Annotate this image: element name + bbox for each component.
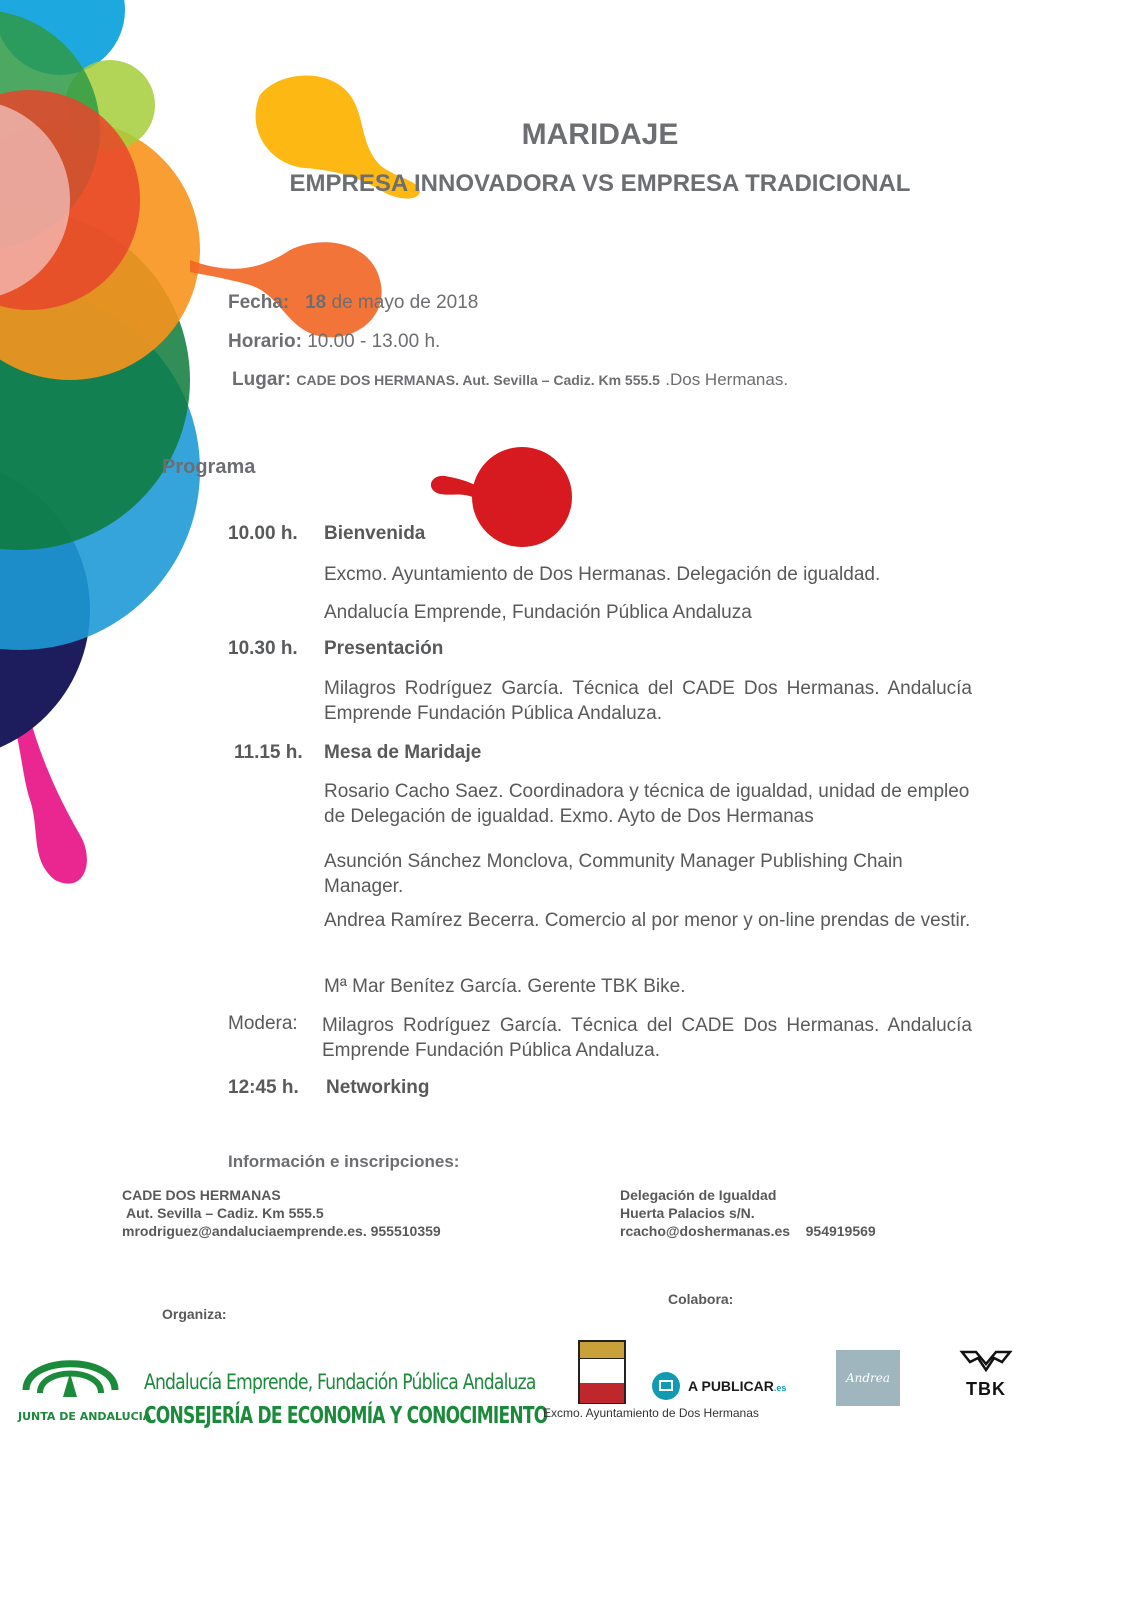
red-blob-tail	[431, 476, 475, 498]
program-item-title: Bienvenida	[324, 523, 426, 544]
place-rest: .Dos Hermanas.	[665, 370, 789, 389]
date-label: Fecha:	[228, 292, 290, 313]
event-place	[232, 369, 788, 391]
tbk-logo	[958, 1348, 1014, 1402]
program-item-line: Asunción Sánchez Monclova, Community Manager Publishing Chain Manager.	[324, 851, 903, 897]
apublicar-text: A PUBLICAR	[688, 1378, 774, 1394]
page-subtitle: EMPRESA INNOVADORA VS EMPRESA TRADICIONAL	[289, 170, 911, 197]
program-item-line: Milagros Rodríguez García. Técnica del CADE Dos Hermanas. Andalucía Emprende Fundación Pública Andaluza.	[324, 678, 972, 724]
program-item-time: 10.30 h.	[228, 638, 298, 659]
colabora-label: Colabora:	[668, 1291, 734, 1307]
contact-left	[122, 1186, 441, 1240]
ayuntamiento-crest-icon	[578, 1340, 626, 1404]
contact-right	[620, 1186, 876, 1240]
program-item-time: 10.00 h.	[228, 523, 298, 544]
red-blob	[472, 447, 572, 547]
junta-text: JUNTA DE ANDALUCIA	[18, 1410, 152, 1423]
ae-logo-line1: Andalucía Emprende, Fundación Pública Andaluza	[144, 1370, 536, 1394]
orange-drop-shape	[190, 242, 382, 337]
junta-emblem-icon	[18, 1335, 123, 1405]
program-item-line: Andalucía Emprende, Fundación Pública Andaluza	[324, 602, 752, 623]
apublicar-logo	[688, 1378, 786, 1394]
contact-right-address: Huerta Palacios s/N.	[620, 1205, 755, 1221]
tbk-text: TBK	[966, 1379, 1006, 1399]
ayuntamiento-caption: Excmo. Ayuntamiento de Dos Hermanas	[543, 1406, 759, 1420]
contact-left-name: CADE DOS HERMANAS	[122, 1187, 281, 1203]
time-label: Horario:	[228, 331, 302, 352]
program-item-time: 11.15 h.	[234, 742, 303, 763]
contact-heading: Información e inscripciones:	[228, 1152, 460, 1171]
event-date	[228, 292, 478, 314]
apublicar-book-icon	[652, 1372, 680, 1400]
ae-logo-line2: CONSEJERÍA DE ECONOMÍA Y CONOCIMIENTO	[144, 1403, 548, 1429]
contact-right-name: Delegación de Igualdad	[620, 1187, 777, 1203]
program-item-line: Rosario Cacho Saez. Coordinadora y técnica de igualdad, unidad de empleo de Delegación de igualdad. Exmo. Ayto de Dos Hermanas	[324, 781, 970, 827]
moderator-label: Modera:	[228, 1013, 298, 1034]
date-day: 18	[305, 292, 327, 313]
networking-time: 12:45 h.	[228, 1077, 299, 1098]
time-value: 10.00 - 13.00 h.	[307, 331, 441, 352]
program-item-line: Mª Mar Benítez García. Gerente TBK Bike.	[324, 976, 686, 997]
andrea-logo	[836, 1350, 900, 1406]
program-title: Programa	[162, 456, 256, 478]
program-item-line: Andrea Ramírez Becerra. Comercio al por menor y on-line prendas de vestir.	[324, 910, 971, 931]
junta-andalucia-logo	[18, 1335, 152, 1430]
moderator-text: Milagros Rodríguez García. Técnica del CADE Dos Hermanas. Andalucía Emprende Fundación Pública Andaluza.	[322, 1015, 972, 1061]
contact-left-address: Aut. Sevilla – Cadiz. Km 555.5	[126, 1205, 324, 1221]
organiza-label: Organiza:	[162, 1306, 227, 1322]
contact-right-email[interactable]: rcacho@doshermanas.es	[620, 1223, 791, 1239]
date-rest: de mayo de 2018	[331, 292, 479, 313]
program-item-title: Mesa de Maridaje	[324, 742, 482, 763]
program-item-line: Excmo. Ayuntamiento de Dos Hermanas. Delegación de igualdad.	[324, 564, 881, 585]
page-title: MARIDAJE	[521, 118, 679, 151]
networking-title: Networking	[326, 1077, 430, 1098]
contact-left-email-phone[interactable]: mrodriguez@andaluciaemprende.es. 955510359	[122, 1223, 441, 1239]
place-label: Lugar:	[232, 369, 292, 390]
andrea-logo-text: Andrea	[845, 1371, 891, 1385]
event-time	[228, 331, 440, 353]
contact-right-phone: 954919569	[805, 1223, 876, 1239]
apublicar-tld: .es	[773, 1383, 787, 1393]
program-item-title: Presentación	[324, 638, 444, 659]
place-bold: CADE DOS HERMANAS. Aut. Sevilla – Cadiz. Km 555.5	[296, 372, 660, 388]
tbk-emblem-icon	[958, 1348, 1014, 1374]
